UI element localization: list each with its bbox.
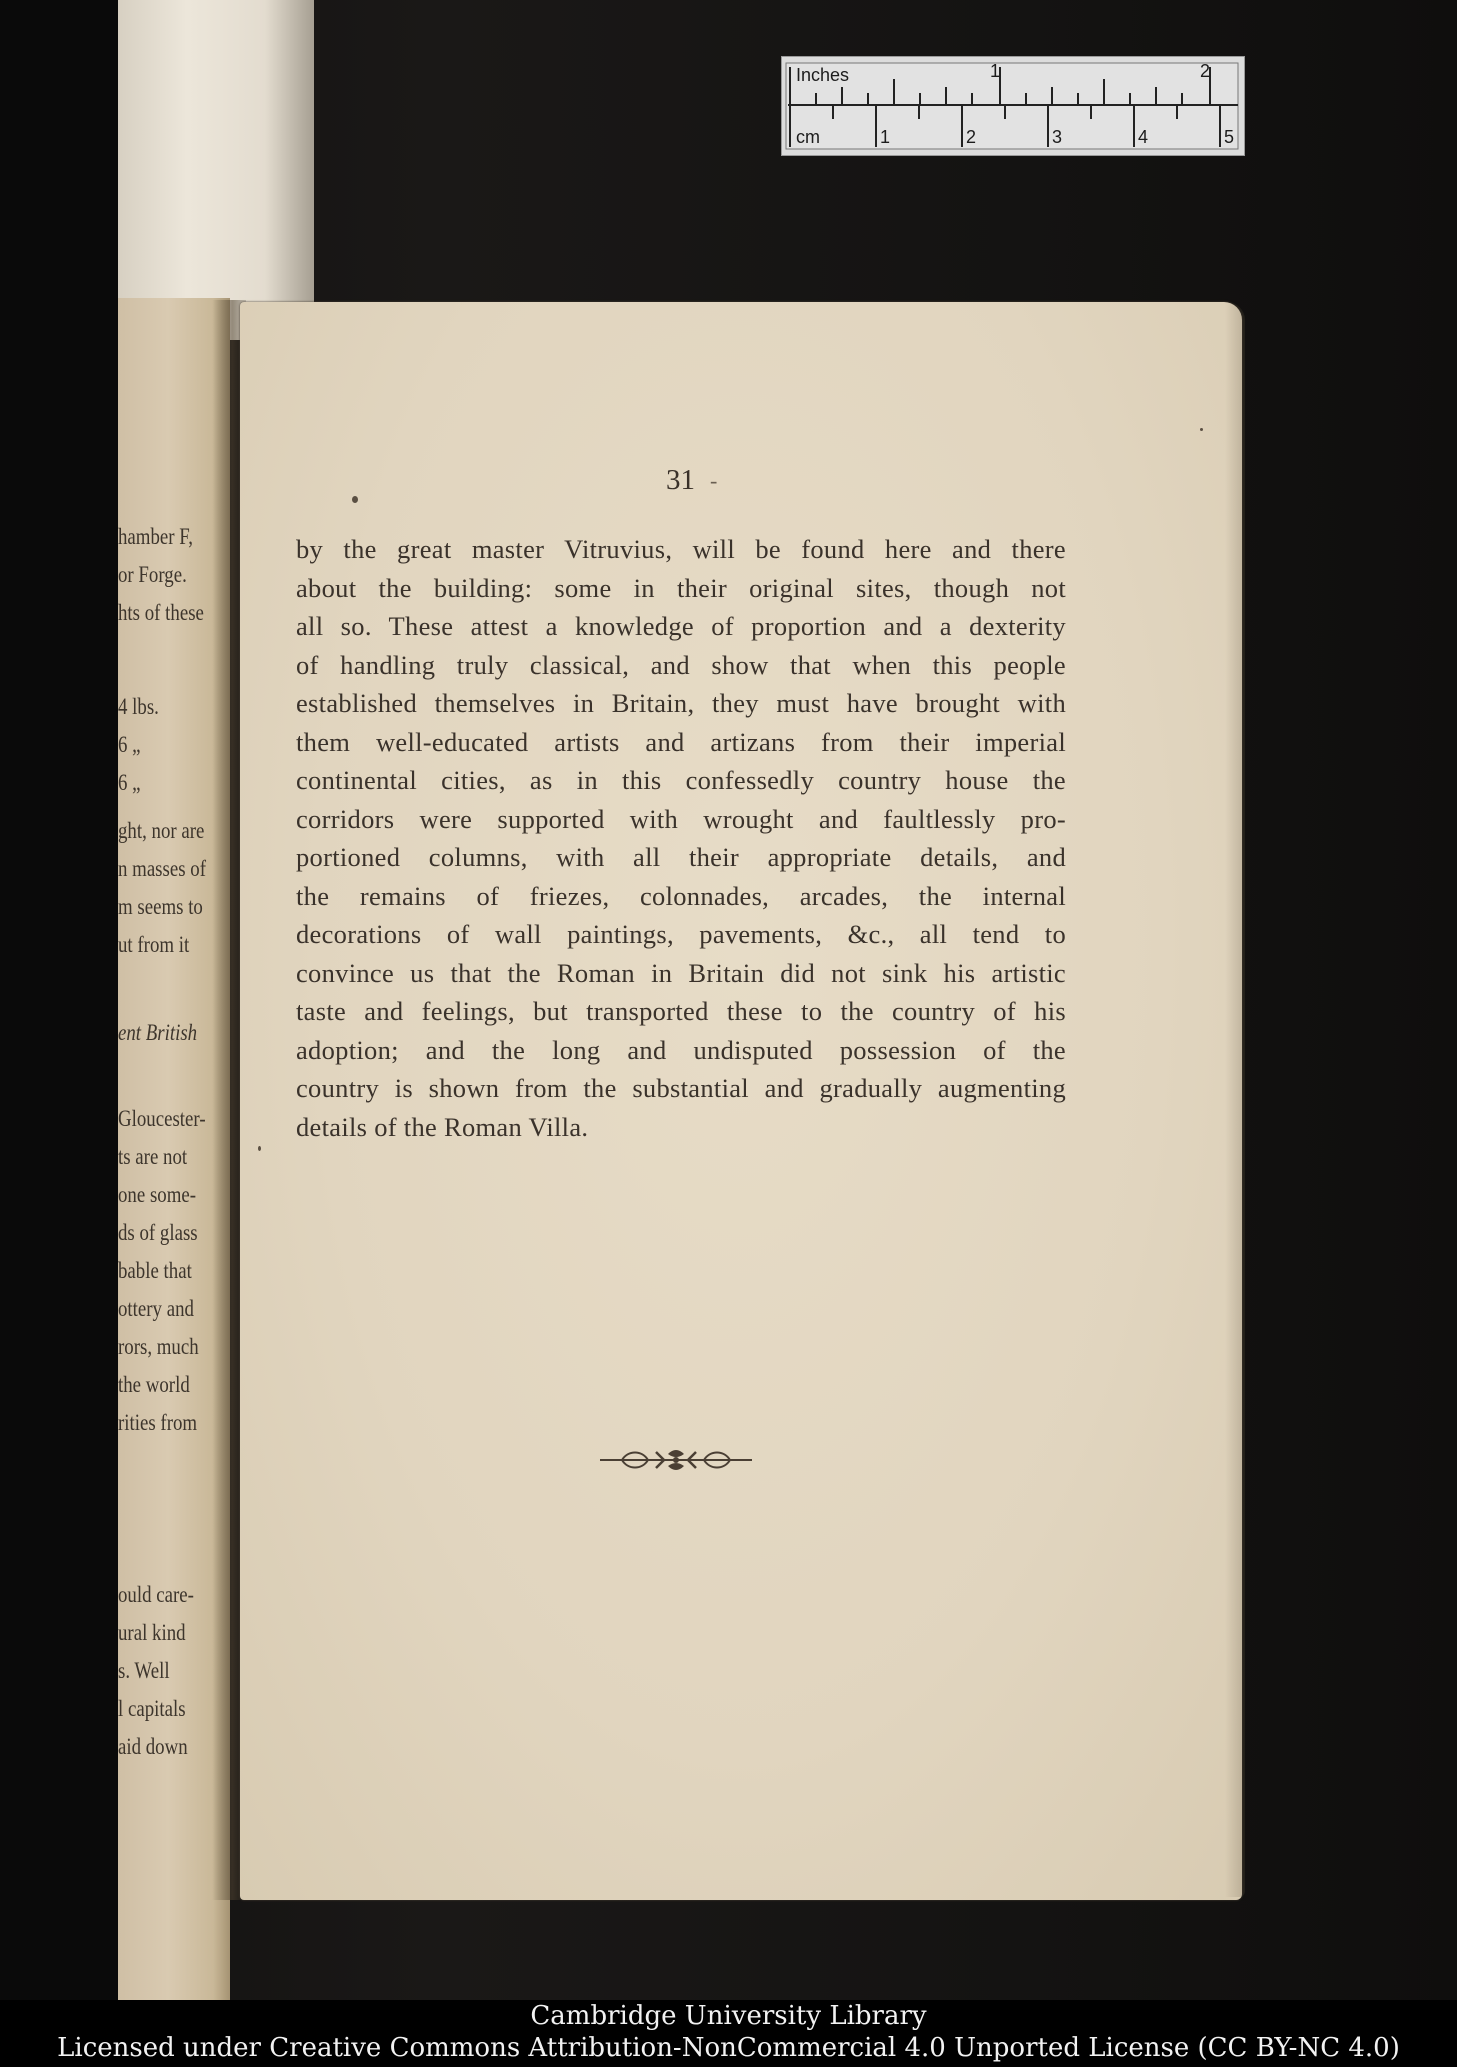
ink-mark: - (710, 468, 718, 493)
left-page-line: ds of glass (118, 1220, 198, 1245)
page-edge-shadow (1225, 302, 1245, 1897)
text-line: established themselves in Britain, they must have brought with (296, 688, 1066, 718)
left-page-line: ght, nor are (118, 818, 205, 843)
text-line: taste and feelings, but transported these to the country of his (296, 996, 1066, 1026)
left-page-line: ent British (118, 1020, 198, 1045)
text-line: about the building: some in their original sites, though not (296, 572, 1066, 603)
tailpiece-ornament-icon (598, 1446, 754, 1474)
left-page-line: 6 „ (118, 732, 141, 757)
left-page-line: the world (118, 1372, 190, 1397)
text-line: them well-educated artists and artizans from their imperial (296, 726, 1066, 757)
footer-institution: Cambridge University Library (530, 2001, 927, 2031)
ruler-cm-mark: 2 (966, 127, 977, 147)
left-margin-shadow (0, 0, 118, 2000)
left-page-line: l capitals (118, 1696, 186, 1721)
ruler-inches-label: Inches (796, 65, 850, 85)
ruler-ticks (782, 57, 1244, 155)
left-page-line: m seems to (118, 894, 203, 919)
footer-license: Licensed under Creative Commons Attribution-NonCommercial 4.0 Unported License (CC BY-NC 4.0) (57, 2033, 1400, 2063)
text-line: the remains of friezes, colonnades, arcades, the internal (296, 880, 1066, 911)
page-body-text (296, 530, 1066, 1146)
left-page-line: ut from it (118, 932, 190, 957)
left-page-line: hts of these (118, 600, 204, 625)
text-line: country is shown from the substantial and gradually augmenting (296, 1073, 1066, 1103)
left-page-line: or Forge. (118, 562, 187, 587)
ruler-cm-mark: 4 (1138, 127, 1149, 147)
left-page-line: bable that (118, 1258, 192, 1283)
left-page-line: aid down (118, 1734, 188, 1759)
left-page-line: ts are not (118, 1144, 188, 1169)
paper-strip (118, 0, 314, 340)
left-page-line: one some- (118, 1182, 197, 1207)
left-page-line: ottery and (118, 1296, 194, 1321)
paper-speck (258, 1146, 261, 1151)
text-line: all so. These attest a knowledge of proportion and a dexterity (296, 611, 1066, 641)
left-page-line: ural kind (118, 1620, 186, 1645)
text-line: decorations of wall paintings, pavements, &c., all tend to (296, 919, 1066, 949)
paper-speck (1200, 428, 1203, 431)
left-page-line: rors, much (118, 1334, 199, 1359)
left-page-line: hamber F, (118, 524, 193, 549)
ruler-cm-mark: 5 (1224, 127, 1235, 147)
ruler-cm-mark: 1 (880, 127, 891, 147)
text-line: continental cities, as in this confessedly country house the (296, 765, 1066, 795)
text-line: details of the Roman Villa. (296, 1111, 589, 1142)
ruler-inch-mark: 1 (990, 61, 1001, 81)
text-line: portioned columns, with all their appropriate details, and (296, 842, 1066, 872)
left-page-line: ould care- (118, 1582, 194, 1607)
left-page-line: Gloucester- (118, 1106, 206, 1131)
left-page-line: 4 lbs. (118, 694, 159, 719)
text-line: adoption; and the long and undisputed possession of the (296, 1034, 1066, 1065)
ruler-cm-mark: 3 (1052, 127, 1063, 147)
left-page-line: 6 „ (118, 770, 141, 795)
ruler-cm-label: cm (796, 127, 820, 147)
left-page-line: s. Well (118, 1658, 170, 1683)
ruler-inch-mark: 2 (1200, 61, 1211, 81)
text-line: corridors were supported with wrought and faultlessly pro- (296, 803, 1066, 834)
license-footer (0, 2000, 1457, 2067)
left-page-line: rities from (118, 1410, 198, 1435)
scale-ruler (781, 56, 1245, 156)
text-line: of handling truly classical, and show that when this people (296, 649, 1066, 680)
page-number: 31 (666, 464, 695, 496)
paper-speck (352, 496, 358, 503)
text-line: convince us that the Roman in Britain did not sink his artistic (296, 957, 1066, 988)
text-line: by the great master Vitruvius, will be found here and there (296, 534, 1066, 564)
left-page-line: n masses of (118, 856, 207, 881)
